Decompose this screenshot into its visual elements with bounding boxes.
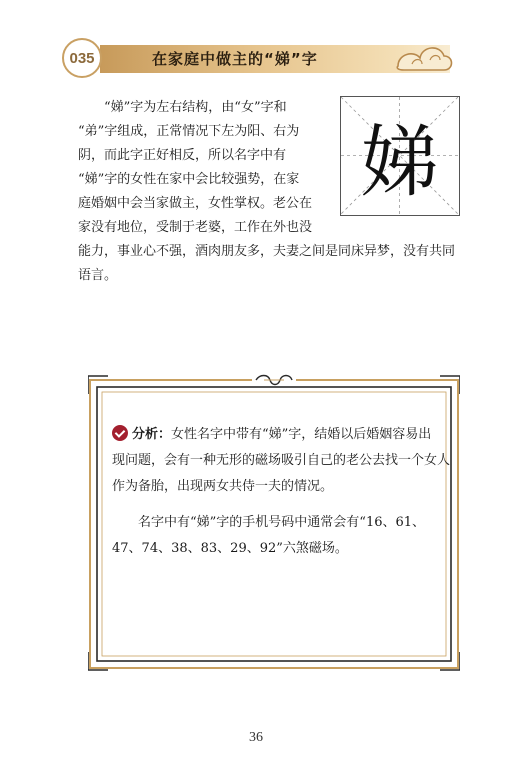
text-line: 现问题，会有一种无形的磁场吸引自己的老公去找一个女人 [112,453,451,468]
text-line [112,422,450,448]
intro-paragraph [78,96,312,240]
text-line: “娣”字为左右结构，由“女”字和 [78,100,287,115]
text-line: 语言。 [78,268,118,283]
text-line: “娣”字的女性在家中会比较强势，在家 [78,172,300,187]
chapter-number-badge: 035 [62,38,102,78]
analysis-note [112,510,425,562]
text-line: “弟”字组成，正常情况下左为阳、右为 [78,124,300,139]
check-circle-icon [112,425,128,441]
analysis-first-line: 女性名字中带有“娣”字，结婚以后婚姻容易出 [171,427,432,442]
text-line: 作为备胎，出现两女共侍一夫的情况。 [112,479,334,494]
character-grid-box [340,96,460,216]
intro-paragraph-continued [78,240,455,288]
analysis-text [112,422,450,500]
chapter-title: 在家庭中做主的“娣”字 [152,50,318,68]
text-line: 阴，而此字正好相反，所以名字中有 [78,148,287,163]
text-line: 庭婚姻中会当家做主，女性掌权。老公在 [78,196,313,211]
page-number: 36 [249,730,263,745]
analysis-label: 分析： [132,427,172,442]
featured-character: 娣 [360,117,439,208]
chapter-header [60,36,460,82]
text-line: 能力，事业心不强，酒肉朋友多，夫妻之间是同床异梦，没有共同 [78,244,456,259]
text-line: 名字中有“娣”字的手机号码中通常会有“16、61、 [112,515,426,530]
cloud-ornament-icon [392,36,456,80]
text-line: 家没有地位，受制于老婆，工作在外也没 [78,220,313,235]
text-line: 47、74、38、83、29、92”六煞磁场。 [112,541,348,556]
